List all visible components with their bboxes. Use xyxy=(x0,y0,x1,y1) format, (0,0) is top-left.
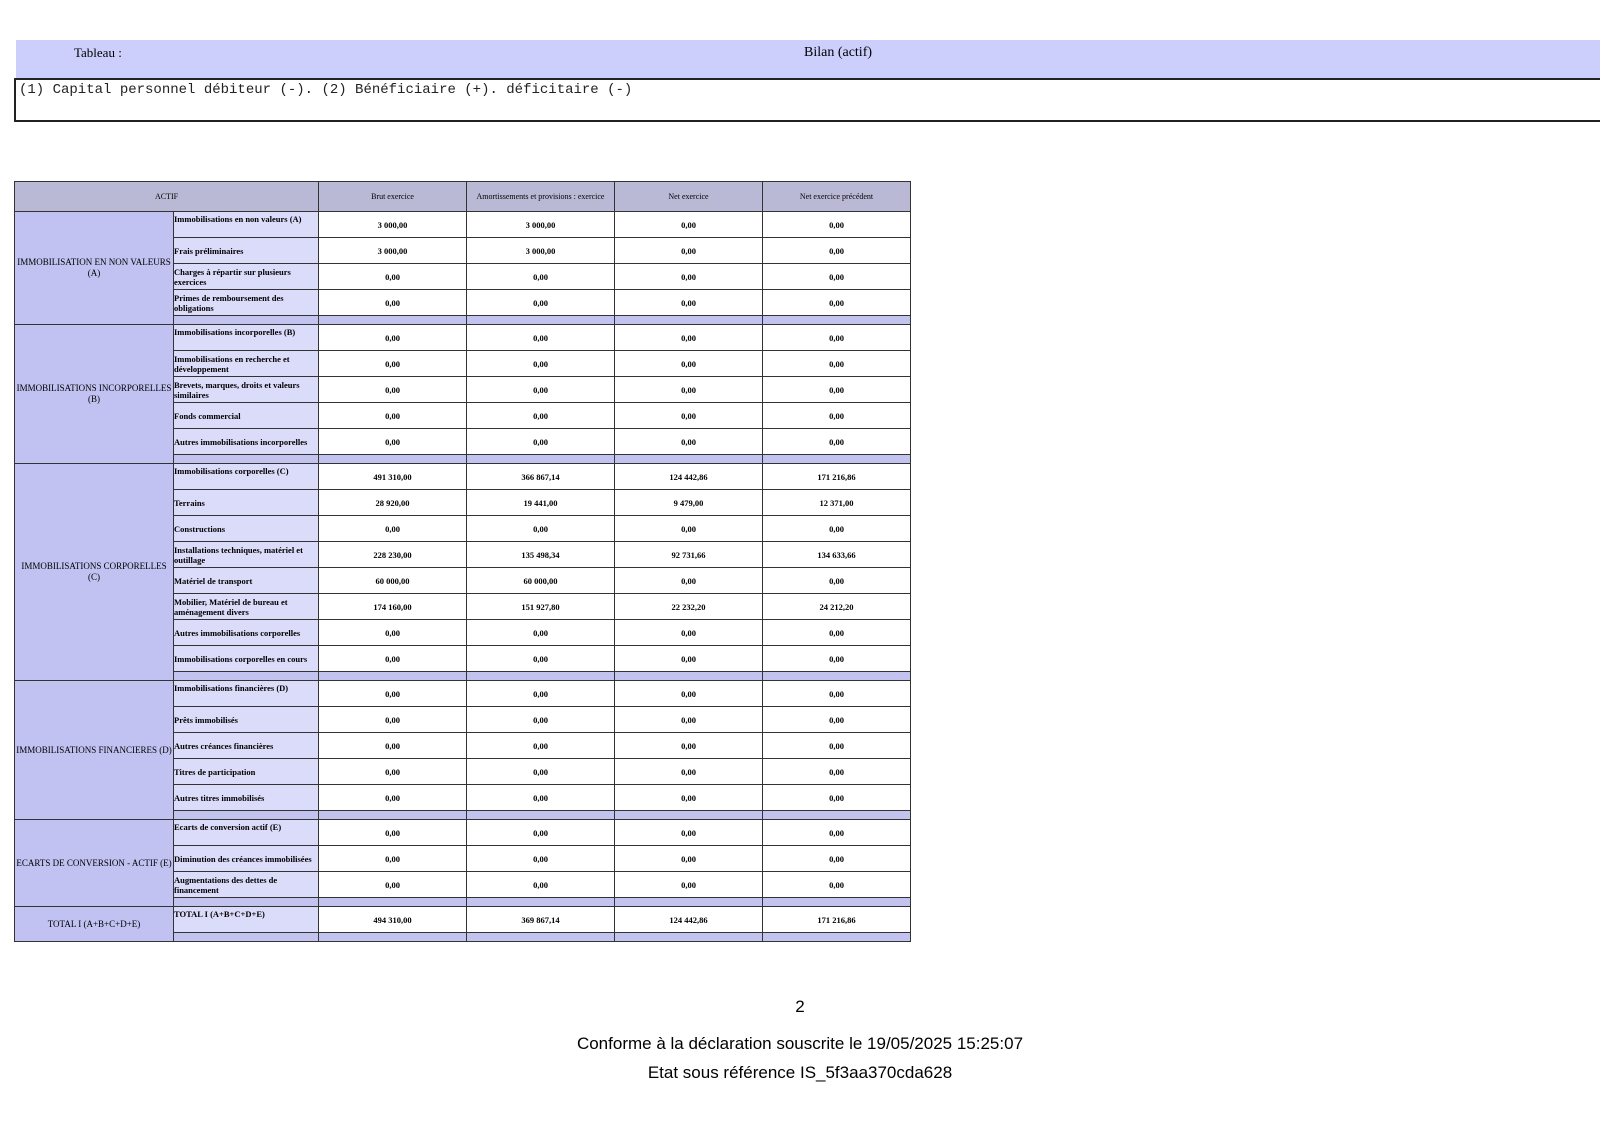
row-label: Installations techniques, matériel et outillage xyxy=(174,542,319,568)
value-cell: 0,00 xyxy=(319,759,467,785)
column-header-amortissements: Amortissements et provisions : exercice xyxy=(467,182,615,212)
value-cell: 0,00 xyxy=(763,403,911,429)
value-cell: 0,00 xyxy=(615,429,763,455)
value-cell: 0,00 xyxy=(763,820,911,846)
value-cell: 3 000,00 xyxy=(319,212,467,238)
value-cell: 228 230,00 xyxy=(319,542,467,568)
value-cell: 0,00 xyxy=(615,820,763,846)
value-cell: 0,00 xyxy=(615,872,763,898)
value-cell: 0,00 xyxy=(467,429,615,455)
row-label: Brevets, marques, droits et valeurs similaires xyxy=(174,377,319,403)
value-cell: 0,00 xyxy=(763,568,911,594)
value-cell: 0,00 xyxy=(615,733,763,759)
row-label: Immobilisations corporelles en cours xyxy=(174,646,319,672)
row-label: Matériel de transport xyxy=(174,568,319,594)
value-cell: 0,00 xyxy=(319,872,467,898)
value-cell: 3 000,00 xyxy=(467,212,615,238)
value-cell: 0,00 xyxy=(467,846,615,872)
column-header-net: Net exercice xyxy=(615,182,763,212)
value-cell: 151 927,80 xyxy=(467,594,615,620)
value-cell: 0,00 xyxy=(615,620,763,646)
table-row xyxy=(15,212,911,238)
value-cell: 0,00 xyxy=(615,325,763,351)
value-cell: 0,00 xyxy=(467,403,615,429)
value-cell: 0,00 xyxy=(615,785,763,811)
row-label: Primes de remboursement des obligations xyxy=(174,290,319,316)
value-cell: 0,00 xyxy=(467,872,615,898)
value-cell: 369 867,14 xyxy=(467,907,615,933)
value-cell: 0,00 xyxy=(467,707,615,733)
table-row xyxy=(15,464,911,490)
separator-cell xyxy=(319,455,467,464)
value-cell: 0,00 xyxy=(763,846,911,872)
value-cell: 0,00 xyxy=(319,733,467,759)
separator-cell xyxy=(615,933,763,942)
value-cell: 0,00 xyxy=(319,403,467,429)
row-label: Mobilier, Matériel de bureau et aménagement divers xyxy=(174,594,319,620)
footer-reference: Etat sous référence IS_5f3aa370cda628 xyxy=(647,1063,953,1082)
value-cell: 0,00 xyxy=(615,846,763,872)
notes-box xyxy=(14,78,1600,122)
value-cell: 28 920,00 xyxy=(319,490,467,516)
value-cell: 134 633,66 xyxy=(763,542,911,568)
row-label: Immobilisations en non valeurs (A) xyxy=(174,212,319,238)
value-cell: 60 000,00 xyxy=(319,568,467,594)
value-cell: 0,00 xyxy=(319,377,467,403)
value-cell: 0,00 xyxy=(467,516,615,542)
separator-cell xyxy=(763,455,911,464)
value-cell: 9 479,00 xyxy=(615,490,763,516)
value-cell: 124 442,86 xyxy=(615,464,763,490)
value-cell: 0,00 xyxy=(319,820,467,846)
value-cell: 0,00 xyxy=(763,429,911,455)
value-cell: 0,00 xyxy=(763,733,911,759)
value-cell: 0,00 xyxy=(467,785,615,811)
separator-cell xyxy=(319,672,467,681)
value-cell: 0,00 xyxy=(467,733,615,759)
value-cell: 0,00 xyxy=(467,620,615,646)
separator-cell xyxy=(763,316,911,325)
value-cell: 0,00 xyxy=(467,759,615,785)
separator-cell xyxy=(319,316,467,325)
value-cell: 491 310,00 xyxy=(319,464,467,490)
value-cell: 366 867,14 xyxy=(467,464,615,490)
value-cell: 0,00 xyxy=(615,516,763,542)
value-cell: 0,00 xyxy=(319,785,467,811)
separator-cell xyxy=(467,316,615,325)
value-cell: 3 000,00 xyxy=(467,238,615,264)
value-cell: 0,00 xyxy=(319,351,467,377)
separator-cell xyxy=(174,898,319,907)
table-header-row xyxy=(15,182,911,212)
value-cell: 0,00 xyxy=(763,785,911,811)
table-row xyxy=(15,681,911,707)
row-label: Autres immobilisations incorporelles xyxy=(174,429,319,455)
separator-cell xyxy=(467,672,615,681)
page-number: 2 xyxy=(795,997,805,1016)
value-cell: 0,00 xyxy=(763,872,911,898)
value-cell: 0,00 xyxy=(615,351,763,377)
column-header-actif: ACTIF xyxy=(15,182,319,212)
notes-text: (1) Capital personnel débiteur (-). (2) Bénéficiaire (+). déficitaire (-) xyxy=(19,82,633,98)
value-cell: 60 000,00 xyxy=(467,568,615,594)
section-category: IMMOBILISATIONS FINANCIERES (D) xyxy=(15,681,174,820)
separator-cell xyxy=(467,898,615,907)
value-cell: 171 216,86 xyxy=(763,464,911,490)
row-label: Diminution des créances immobilisées xyxy=(174,846,319,872)
value-cell: 19 441,00 xyxy=(467,490,615,516)
value-cell: 0,00 xyxy=(615,707,763,733)
row-label: Immobilisations corporelles (C) xyxy=(174,464,319,490)
separator-cell xyxy=(763,672,911,681)
value-cell: 0,00 xyxy=(615,681,763,707)
value-cell: 0,00 xyxy=(319,290,467,316)
value-cell: 0,00 xyxy=(615,264,763,290)
value-cell: 0,00 xyxy=(763,238,911,264)
value-cell: 0,00 xyxy=(615,759,763,785)
separator-cell xyxy=(174,933,319,942)
separator-cell xyxy=(763,933,911,942)
row-label: Autres immobilisations corporelles xyxy=(174,620,319,646)
value-cell: 171 216,86 xyxy=(763,907,911,933)
separator-cell xyxy=(174,455,319,464)
separator-cell xyxy=(174,316,319,325)
value-cell: 174 160,00 xyxy=(319,594,467,620)
value-cell: 0,00 xyxy=(319,646,467,672)
row-label: Autres titres immobilisés xyxy=(174,785,319,811)
header-label: Tableau : xyxy=(74,45,122,60)
separator-cell xyxy=(615,455,763,464)
separator-cell xyxy=(763,898,911,907)
value-cell: 0,00 xyxy=(467,264,615,290)
section-category: TOTAL I (A+B+C+D+E) xyxy=(15,907,174,942)
row-label: Autres créances financières xyxy=(174,733,319,759)
value-cell: 0,00 xyxy=(763,377,911,403)
row-label: Ecarts de conversion actif (E) xyxy=(174,820,319,846)
row-label: Immobilisations en recherche et développement xyxy=(174,351,319,377)
value-cell: 3 000,00 xyxy=(319,238,467,264)
value-cell: 124 442,86 xyxy=(615,907,763,933)
header-title: Bilan (actif) xyxy=(804,45,873,60)
row-label: Augmentations des dettes de financement xyxy=(174,872,319,898)
value-cell: 0,00 xyxy=(319,620,467,646)
separator-cell xyxy=(467,811,615,820)
value-cell: 0,00 xyxy=(763,290,911,316)
separator-cell xyxy=(763,811,911,820)
column-header-brut: Brut exercice xyxy=(319,182,467,212)
value-cell: 0,00 xyxy=(467,681,615,707)
value-cell: 0,00 xyxy=(763,351,911,377)
value-cell: 0,00 xyxy=(615,290,763,316)
value-cell: 0,00 xyxy=(319,681,467,707)
value-cell: 0,00 xyxy=(763,620,911,646)
value-cell: 0,00 xyxy=(467,377,615,403)
value-cell: 0,00 xyxy=(615,212,763,238)
row-label: TOTAL I (A+B+C+D+E) xyxy=(174,907,319,933)
row-label: Titres de participation xyxy=(174,759,319,785)
row-label: Constructions xyxy=(174,516,319,542)
value-cell: 0,00 xyxy=(319,325,467,351)
value-cell: 0,00 xyxy=(467,290,615,316)
section-category: IMMOBILISATION EN NON VALEURS (A) xyxy=(15,212,174,325)
separator-cell xyxy=(174,672,319,681)
section-category: ECARTS DE CONVERSION - ACTIF (E) xyxy=(15,820,174,907)
value-cell: 494 310,00 xyxy=(319,907,467,933)
value-cell: 0,00 xyxy=(319,516,467,542)
column-header-net-precedent: Net exercice précédent xyxy=(763,182,911,212)
row-label: Charges à répartir sur plusieurs exercices xyxy=(174,264,319,290)
row-label: Terrains xyxy=(174,490,319,516)
separator-cell xyxy=(467,933,615,942)
value-cell: 0,00 xyxy=(319,264,467,290)
bilan-actif-table xyxy=(14,181,911,942)
table-row xyxy=(15,907,911,933)
value-cell: 0,00 xyxy=(615,646,763,672)
separator-cell xyxy=(319,898,467,907)
value-cell: 92 731,66 xyxy=(615,542,763,568)
value-cell: 0,00 xyxy=(763,516,911,542)
table-row xyxy=(15,325,911,351)
separator-cell xyxy=(615,316,763,325)
value-cell: 0,00 xyxy=(763,759,911,785)
value-cell: 0,00 xyxy=(319,846,467,872)
value-cell: 0,00 xyxy=(467,325,615,351)
value-cell: 0,00 xyxy=(319,429,467,455)
separator-cell xyxy=(467,455,615,464)
value-cell: 0,00 xyxy=(467,351,615,377)
value-cell: 135 498,34 xyxy=(467,542,615,568)
separator-cell xyxy=(319,811,467,820)
value-cell: 0,00 xyxy=(763,707,911,733)
row-label: Frais préliminaires xyxy=(174,238,319,264)
value-cell: 0,00 xyxy=(763,681,911,707)
value-cell: 0,00 xyxy=(467,646,615,672)
value-cell: 0,00 xyxy=(763,646,911,672)
table-row xyxy=(15,820,911,846)
row-label: Immobilisations financières (D) xyxy=(174,681,319,707)
table-body xyxy=(15,212,911,942)
footer-declaration: Conforme à la déclaration souscrite le 19/05/2025 15:25:07 xyxy=(576,1034,1024,1053)
section-category: IMMOBILISATIONS INCORPORELLES (B) xyxy=(15,325,174,464)
separator-cell xyxy=(615,811,763,820)
section-category: IMMOBILISATIONS CORPORELLES (C) xyxy=(15,464,174,681)
separator-cell xyxy=(615,672,763,681)
value-cell: 0,00 xyxy=(615,377,763,403)
row-label: Immobilisations incorporelles (B) xyxy=(174,325,319,351)
value-cell: 0,00 xyxy=(763,212,911,238)
separator-cell xyxy=(615,898,763,907)
value-cell: 0,00 xyxy=(467,820,615,846)
row-label: Fonds commercial xyxy=(174,403,319,429)
value-cell: 0,00 xyxy=(319,707,467,733)
value-cell: 0,00 xyxy=(615,403,763,429)
row-label: Prêts immobilisés xyxy=(174,707,319,733)
value-cell: 24 212,20 xyxy=(763,594,911,620)
value-cell: 0,00 xyxy=(615,238,763,264)
value-cell: 0,00 xyxy=(615,568,763,594)
value-cell: 22 232,20 xyxy=(615,594,763,620)
value-cell: 12 371,00 xyxy=(763,490,911,516)
separator-cell xyxy=(174,811,319,820)
value-cell: 0,00 xyxy=(763,264,911,290)
separator-cell xyxy=(319,933,467,942)
value-cell: 0,00 xyxy=(763,325,911,351)
